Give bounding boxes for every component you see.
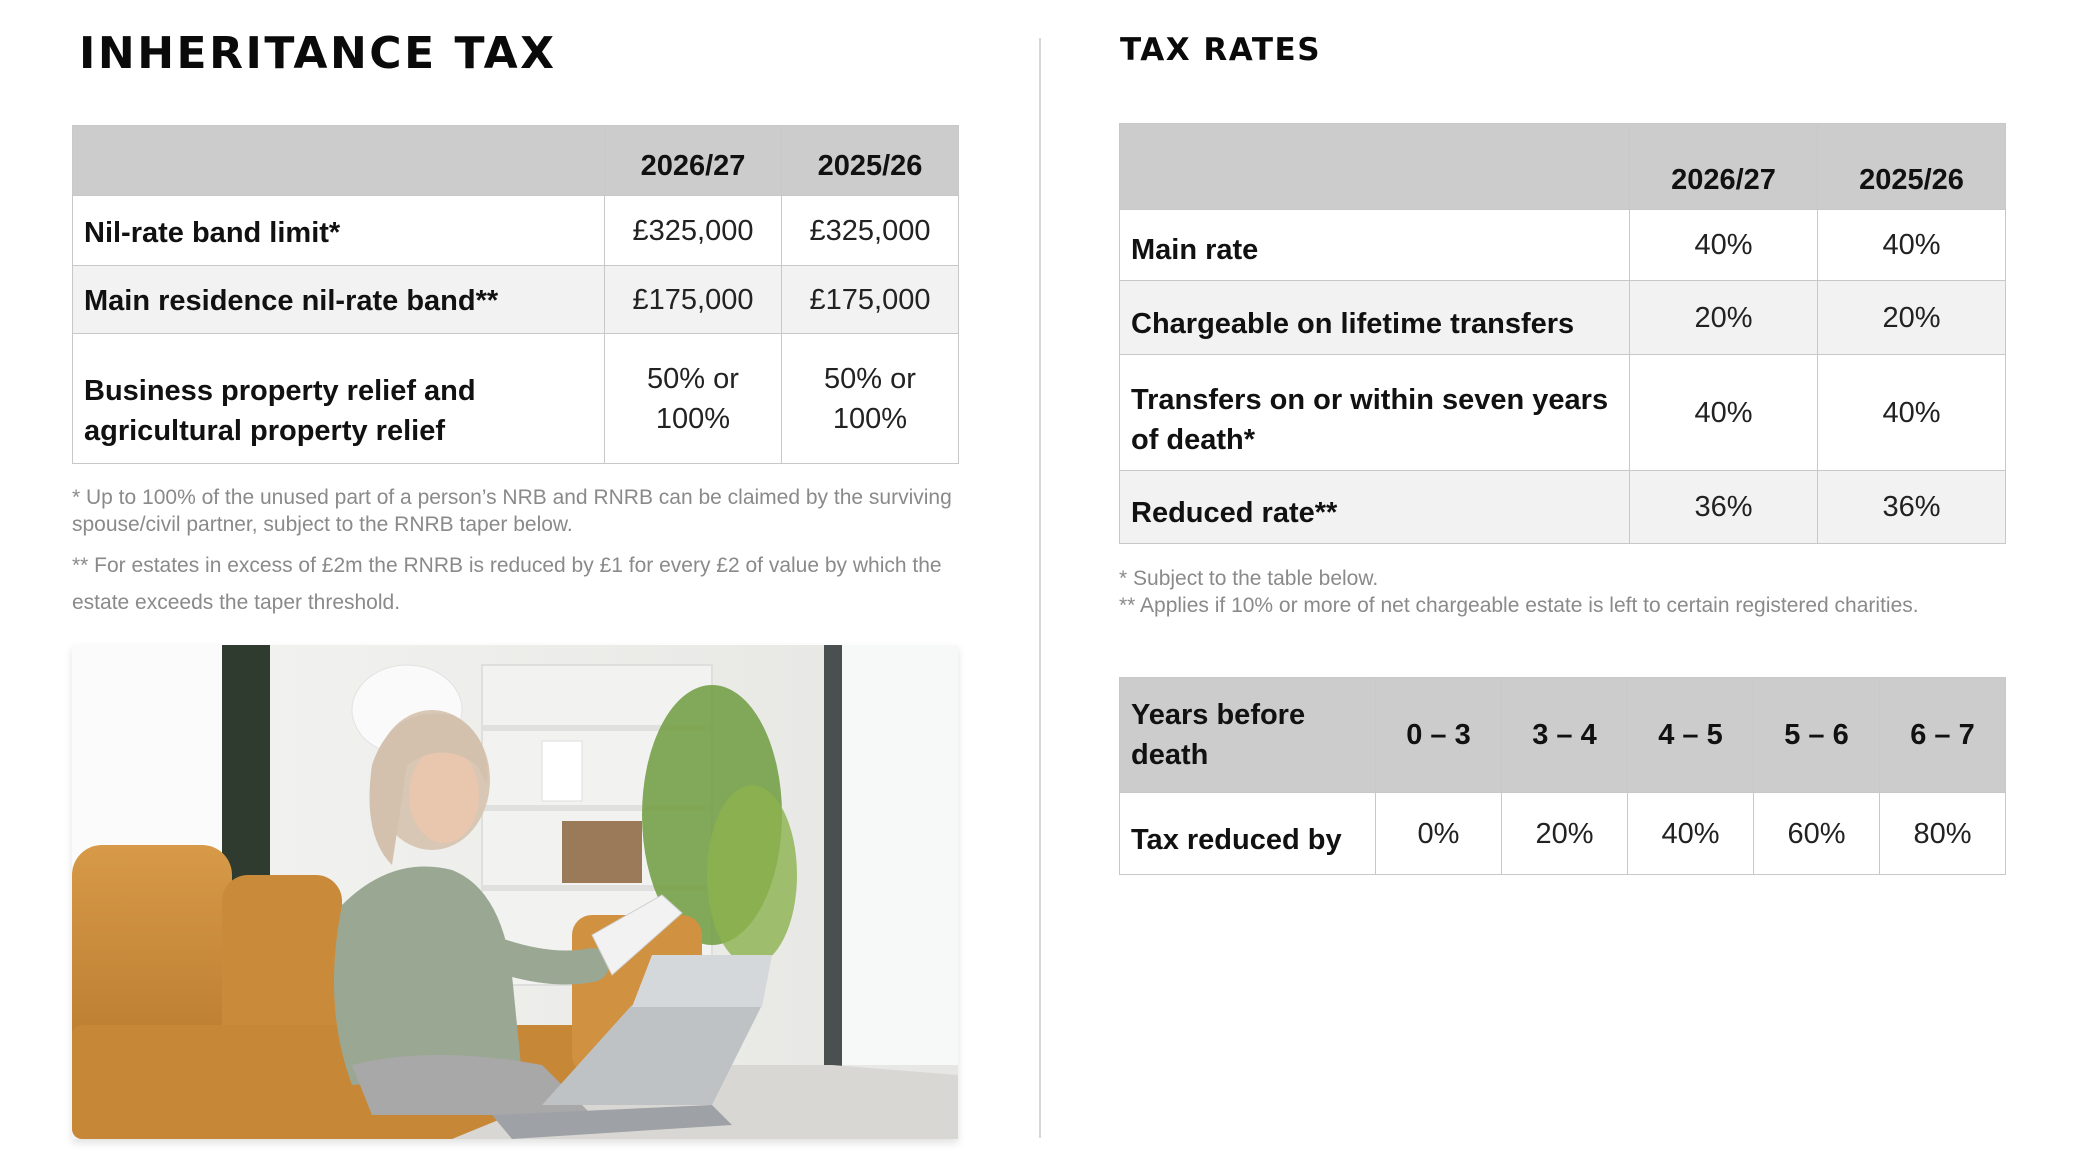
row-label-main-residence-nil-rate-band: Main residence nil-rate band** <box>73 266 605 334</box>
table-row <box>1120 210 2006 281</box>
label-line: of death* <box>1131 424 1256 456</box>
value-line: 50% or <box>647 362 739 395</box>
value-line: 50% or <box>824 362 916 395</box>
table-row <box>1120 281 2006 355</box>
cell-value <box>605 334 782 464</box>
label-line: Transfers on or within seven years <box>1131 384 1609 416</box>
table-row <box>73 196 959 266</box>
cell-value: 40% <box>1818 210 2006 281</box>
column-header-2026-27: 2026/27 <box>1630 124 1818 210</box>
table-row <box>1120 793 2006 875</box>
cell-value: 40% <box>1630 210 1818 281</box>
taper-relief-table <box>1119 677 2006 875</box>
column-header-years: 6 – 7 <box>1880 678 2006 793</box>
table-row <box>1120 355 2006 471</box>
cell-value: 0% <box>1376 793 1502 875</box>
footnote-subject-to-table: * Subject to the table below. <box>1119 567 1379 590</box>
cell-value: 20% <box>1630 281 1818 355</box>
column-header-2026-27: 2026/27 <box>605 126 782 196</box>
column-header-years: 3 – 4 <box>1502 678 1628 793</box>
column-header-years: 0 – 3 <box>1376 678 1502 793</box>
column-divider <box>1039 38 1041 1138</box>
table-row <box>73 334 959 464</box>
footnote-rnrb-taper: ** For estates in excess of £2m the RNRB is reduced by £1 for every £2 of value by which the estate exceeds the taper threshold. <box>72 554 942 614</box>
cell-value: 20% <box>1818 281 2006 355</box>
cell-value: £175,000 <box>782 266 959 334</box>
row-label-tax-reduced-by: Tax reduced by <box>1120 793 1376 875</box>
header-blank-cell <box>73 126 605 196</box>
column-header-2025-26: 2025/26 <box>1818 124 2006 210</box>
row-label-lifetime-transfers: Chargeable on lifetime transfers <box>1120 281 1630 355</box>
footnote-charities: ** Applies if 10% or more of net chargeable estate is left to certain registered charities. <box>1119 594 1919 617</box>
inheritance-tax-table <box>72 125 959 464</box>
row-label-nil-rate-band: Nil-rate band limit* <box>73 196 605 266</box>
column-header-years: 4 – 5 <box>1628 678 1754 793</box>
table-row <box>1120 471 2006 544</box>
cell-value: 40% <box>1628 793 1754 875</box>
tax-rates-table <box>1119 123 2006 544</box>
column-header-2025-26: 2025/26 <box>782 126 959 196</box>
cell-value: £325,000 <box>605 196 782 266</box>
row-label-main-rate: Main rate <box>1120 210 1630 281</box>
label-line: agricultural property relief <box>84 415 445 447</box>
label-line: Business property relief and <box>84 375 476 407</box>
cell-value: £325,000 <box>782 196 959 266</box>
column-header-years: 5 – 6 <box>1754 678 1880 793</box>
value-line: 100% <box>832 402 908 435</box>
cell-value: 40% <box>1818 355 2006 471</box>
header-blank-cell <box>1120 124 1630 210</box>
cell-value: 20% <box>1502 793 1628 875</box>
footnote-nrb: * Up to 100% of the unused part of a person’s NRB and RNRB can be claimed by the surviving spouse/civil partner, subject to the RNRB taper below. <box>72 486 952 536</box>
row-label-business-property-relief <box>73 334 605 464</box>
header-years-before-death <box>1120 678 1376 793</box>
cell-value: £175,000 <box>605 266 782 334</box>
row-label-transfers-seven-years <box>1120 355 1630 471</box>
tax-rates-title: TAX RATES <box>1120 32 1322 68</box>
cell-value: 60% <box>1754 793 1880 875</box>
cell-value <box>782 334 959 464</box>
label-line: death <box>1131 739 1209 771</box>
page-title: INHERITANCE TAX <box>79 28 557 79</box>
cell-value: 80% <box>1880 793 2006 875</box>
label-line: Years before <box>1131 699 1306 731</box>
row-label-reduced-rate: Reduced rate** <box>1120 471 1630 544</box>
cell-value: 36% <box>1818 471 2006 544</box>
value-line: 100% <box>655 402 731 435</box>
table-row <box>73 266 959 334</box>
woman-on-sofa-with-laptop-photo <box>72 645 958 1139</box>
cell-value: 40% <box>1630 355 1818 471</box>
cell-value: 36% <box>1630 471 1818 544</box>
